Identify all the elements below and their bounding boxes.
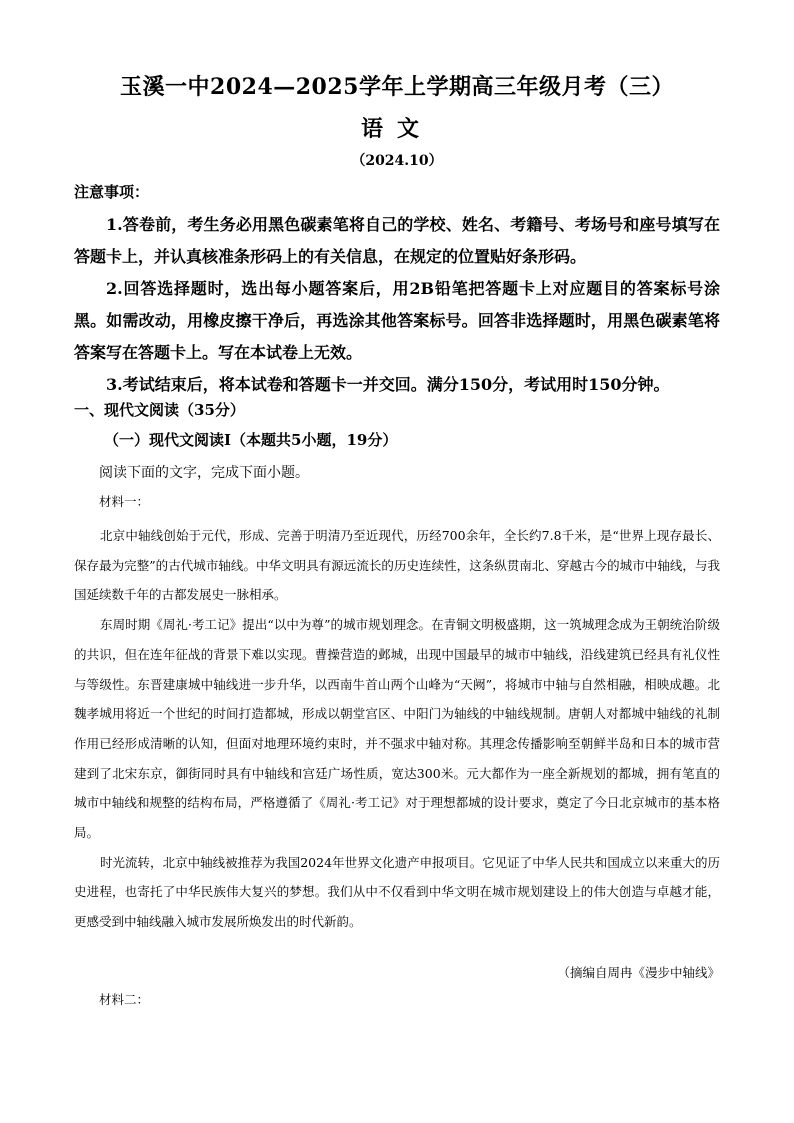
subject-title: 语文	[360, 116, 433, 142]
notice-item: 3.考试结束后，将本试卷和答题卡一并交回。满分150分，考试用时150分钟。	[106, 375, 670, 394]
exam-title: 玉溪一中2024—2025学年上学期高三年级月考（三）	[120, 74, 674, 100]
notice-item: 2.回答选择题时，选出每小题答案后，用2B铅笔把答题卡上对应题目的答案标号涂黑。如需改动，用橡皮擦干净后，再选涂其他答案标号。回答非选择题时，用黑色碳素笔将答案写在答题卡上。写在本试卷上无效。	[74, 279, 720, 362]
material-paragraph: 北京中轴线创始于元代，形成、完善于明清乃至近现代，历经700余年，全长约7.8千米，是“世界上现存最长、保存最为完整”的古代城市轴线。中华文明具有源远流长的历史连续性，这条纵贯南北、穿越古今的城市中轴线，与我国延续数千年的古都发展史一脉相承。	[74, 528, 720, 603]
material-paragraph: 东周时期《周礼·考工记》提出“以中为尊”的城市规划理念。在青铜文明极盛期，这一筑城理念成为王朝统治阶级的共识，但在连年征战的背景下难以实现。曹操营造的邺城，出现中国最早的城市中轴线，沿线建筑已经具有礼仪性与等级性。东晋建康城中轴线进一步升华，以西南牛首山两个山峰为“天阙”，将城市中轴与自然相融，相映成趣。北魏孝城用将近一个世纪的时间打造都城，形成以朝堂宫区、中阳门为轴线的中轴线规制。唐朝人对都城中轴线的礼制作用已经形成清晰的认知，但面对地理环境约束时，并不强求中轴对称。其理念传播影响至朝鲜半岛和日本的城市营建到了北宋东京，御街同时具有中轴线和宫廷广场性质，宽达300米。元大都作为一座全新规划的都城，拥有笔直的城市中轴线和规整的结构布局，严格遵循了《周礼·考工记》对于理想都城的设计要求，奠定了今日北京城市的基本格局。	[74, 617, 720, 841]
exam-date: （2024.10）	[351, 153, 443, 169]
notice-list	[74, 209, 720, 401]
section-heading: 一、现代文阅读（35分）	[74, 401, 245, 419]
material-2-label: 材料二：	[99, 992, 150, 1007]
notice-item: 1.答卷前，考生务必用黑色碳素笔将自己的学校、姓名、考籍号、考场号和座号填写在答题卡上，并认真核准条形码上的有关信息，在规定的位置贴好条形码。	[74, 215, 720, 266]
material-paragraph: 时光流转，北京中轴线被推荐为我国2024年世界文化遗产申报项目。它见证了中华人民共和国成立以来重大的历史进程，也寄托了中华民族伟大复兴的梦想。我们从中不仅看到中华文明在城市规划建设上的伟大创造与卓越才能，更感受到中轴线融入城市发展所焕发出的时代新韵。	[74, 854, 720, 930]
material-1-label: 材料一：	[99, 494, 150, 509]
material-1-body	[74, 521, 720, 937]
subsection-heading: （一）现代文阅读Ⅰ（本题共5小题，19分）	[104, 431, 398, 449]
material-1-citation: （摘编自周冉《漫步中轴线》	[557, 965, 720, 980]
reading-instruction: 阅读下面的文字，完成下面小题。	[99, 465, 309, 481]
notice-heading: 注意事项：	[74, 183, 150, 201]
